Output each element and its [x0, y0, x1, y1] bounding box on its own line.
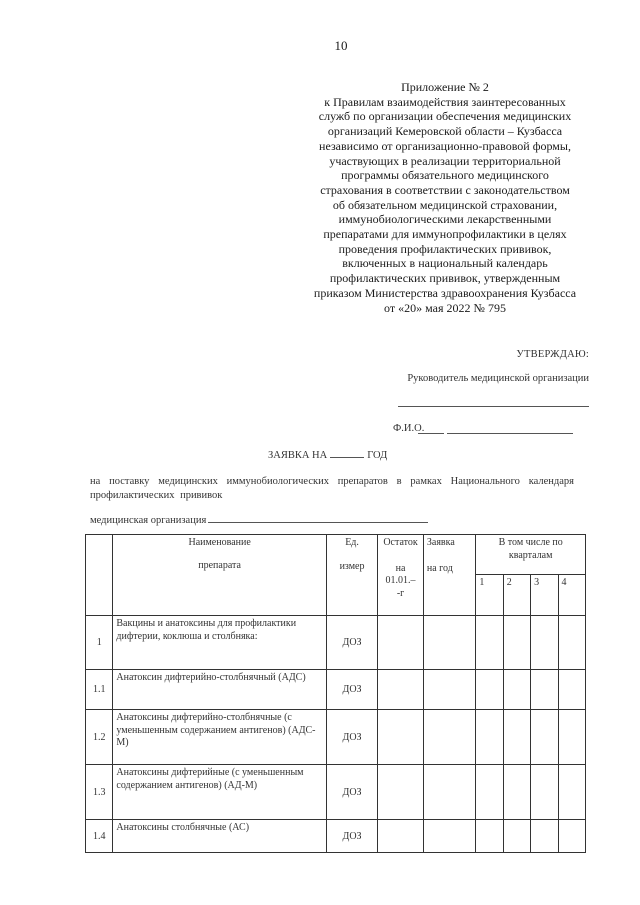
header-quarter: В том числе по кварталам [498, 537, 563, 561]
header-q2: 2 [503, 575, 530, 616]
row-q3-cell[interactable] [531, 820, 558, 853]
row-unit: ДОЗ [326, 765, 377, 820]
appendix-line: приказом Министерства здравоохранения Кузбасса [313, 285, 577, 300]
request-description: на поставку медицинских иммунобиологических препаратов в рамках Национального календаря профилактических прививок [90, 476, 574, 501]
row-request-cell[interactable] [423, 616, 476, 670]
header-name-2: препарата [198, 560, 241, 571]
header-quarter-cell [476, 535, 586, 575]
table-header-row [86, 535, 586, 575]
row-q1-cell[interactable] [476, 765, 503, 820]
header-rest: Остаток [383, 537, 418, 548]
row-q4-cell[interactable] [558, 710, 585, 765]
row-number: 1 [86, 616, 113, 670]
fio-label: Ф.И.О. [393, 423, 425, 434]
row-number: 1.4 [86, 820, 113, 853]
page-number: 10 [334, 38, 348, 53]
row-q1-cell[interactable] [476, 616, 503, 670]
organization-blank[interactable] [208, 513, 428, 523]
row-q3-cell[interactable] [531, 710, 558, 765]
table-row [86, 820, 586, 853]
row-q2-cell[interactable] [503, 765, 530, 820]
header-num-cell [86, 535, 113, 616]
appendix-line: иммунобиологическими лекарственными [338, 212, 552, 227]
appendix-line: профилактических прививок, утвержденным [329, 271, 561, 286]
table-row [86, 670, 586, 710]
row-request-cell[interactable] [423, 710, 476, 765]
table-row [86, 765, 586, 820]
header-rest-2: на [395, 562, 406, 574]
appendix-line: включенных в национальный календарь [342, 256, 548, 271]
header-q1: 1 [476, 575, 503, 616]
row-q3-cell[interactable] [531, 616, 558, 670]
row-unit: ДОЗ [326, 670, 377, 710]
request-table [85, 534, 586, 853]
header-q3: 3 [531, 575, 558, 616]
row-unit: ДОЗ [326, 820, 377, 853]
signature-line[interactable] [398, 406, 589, 407]
row-q3-cell[interactable] [531, 765, 558, 820]
row-rest-cell[interactable] [378, 670, 424, 710]
row-q2-cell[interactable] [503, 616, 530, 670]
header-unit-2: измер [339, 561, 365, 572]
header-request-2: на год [426, 562, 453, 574]
row-q2-cell[interactable] [503, 670, 530, 710]
request-title [268, 448, 387, 461]
approve-label: УТВЕРЖДАЮ: [516, 349, 589, 360]
row-name: Анатоксины дифтерийные (с уменьшенным содержанием антигенов) (АД-М) [113, 765, 326, 820]
header-unit: Ед. [345, 537, 359, 548]
appendix-header [290, 80, 600, 315]
row-number: 1.1 [86, 670, 113, 710]
row-request-cell[interactable] [423, 820, 476, 853]
header-name-cell [113, 535, 326, 616]
row-rest-cell[interactable] [378, 820, 424, 853]
title-suffix: ГОД [367, 450, 388, 461]
row-name: Вакцины и анатоксины для профилактики дифтерии, коклюша и столбняка: [113, 616, 326, 670]
appendix-line: организаций Кемеровской области – Кузбасса [327, 124, 563, 139]
row-q2-cell[interactable] [503, 710, 530, 765]
title-prefix: ЗАЯВКА НА [268, 450, 328, 461]
appendix-line: независимо от организационно-правовой формы, [319, 138, 571, 153]
head-role-label: Руководитель медицинской организации [407, 373, 589, 384]
row-rest-cell[interactable] [378, 616, 424, 670]
row-unit: ДОЗ [326, 616, 377, 670]
row-q4-cell[interactable] [558, 820, 585, 853]
appendix-line: от «20» мая 2022 № 795 [384, 300, 506, 315]
row-q3-cell[interactable] [531, 670, 558, 710]
row-q1-cell[interactable] [476, 670, 503, 710]
row-name: Анатоксин дифтерийно-столбнячный (АДС) [113, 670, 326, 710]
fio-short-line[interactable] [418, 433, 444, 434]
organization-field [90, 513, 428, 526]
row-request-cell[interactable] [423, 670, 476, 710]
appendix-line: программы обязательного медицинского [341, 168, 549, 183]
row-request-cell[interactable] [423, 765, 476, 820]
appendix-line: к Правилам взаимодействия заинтересованных [324, 94, 566, 109]
header-name: Наименование [188, 537, 251, 548]
header-unit-cell [326, 535, 377, 616]
year-blank[interactable] [330, 448, 364, 458]
row-rest-cell[interactable] [378, 765, 424, 820]
row-q1-cell[interactable] [476, 820, 503, 853]
appendix-line: Приложение № 2 [401, 80, 489, 94]
table-row [86, 616, 586, 670]
appendix-line: служб по организации обеспечения медицинских [318, 109, 572, 124]
row-unit: ДОЗ [326, 710, 377, 765]
header-rest-4: -г [396, 587, 405, 599]
row-q4-cell[interactable] [558, 765, 585, 820]
row-q4-cell[interactable] [558, 670, 585, 710]
row-rest-cell[interactable] [378, 710, 424, 765]
appendix-line: об обязательном медицинской страховании, [332, 197, 558, 212]
table-row [86, 710, 586, 765]
appendix-line: участвующих в реализации территориальной [329, 153, 561, 168]
row-q1-cell[interactable] [476, 710, 503, 765]
fio-long-line[interactable] [447, 433, 573, 434]
header-rest-3: 01.01.– [385, 575, 416, 586]
header-request-cell [423, 535, 476, 616]
organization-label: медицинская организация [90, 515, 207, 526]
row-q4-cell[interactable] [558, 616, 585, 670]
appendix-line: препаратами для иммунопрофилактики в целях [323, 227, 567, 242]
row-q2-cell[interactable] [503, 820, 530, 853]
row-number: 1.3 [86, 765, 113, 820]
appendix-line: страхования в соответствии с законодательством [320, 182, 570, 197]
row-number: 1.2 [86, 710, 113, 765]
header-q4: 4 [558, 575, 585, 616]
header-request: Заявка [426, 537, 455, 548]
appendix-line: проведения профилактических прививок, [338, 241, 552, 256]
header-rest-cell [378, 535, 424, 616]
row-name: Анатоксины столбнячные (АС) [113, 820, 326, 853]
row-name: Анатоксины дифтерийно-столбнячные (с уменьшенным содержанием антигенов) (АДС-М) [113, 710, 326, 765]
